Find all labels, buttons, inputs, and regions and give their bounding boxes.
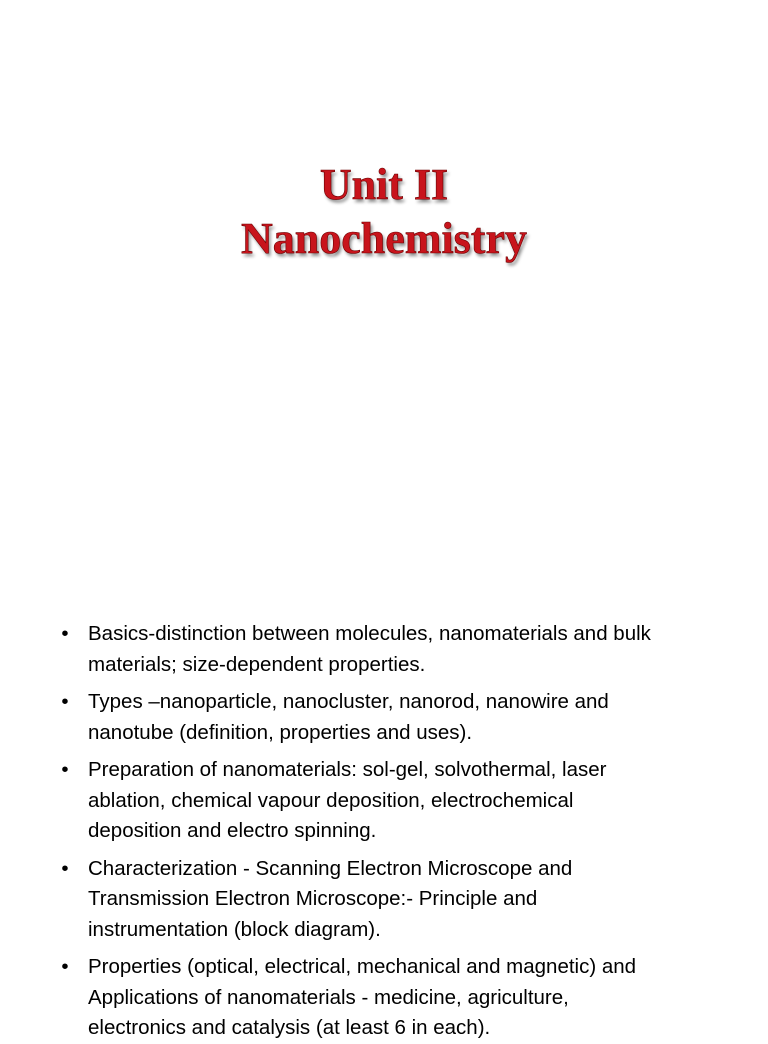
title-topic: Nanochemistry	[241, 214, 527, 263]
bullet-text-line: Preparation of nanomaterials: sol-gel, solvothermal, laser	[88, 758, 607, 781]
bullet-text-line: Basics-distinction between molecules, nanomaterials and bulk	[88, 622, 651, 645]
bullet-text-line: Properties (optical, electrical, mechanical and magnetic) and	[88, 955, 637, 978]
bullet-item-preparation	[0, 755, 768, 847]
bullet-text-line: ablation, chemical vapour deposition, electrochemical	[88, 788, 574, 812]
bullet-dot-icon: •	[61, 856, 69, 880]
title-unit: Unit II	[319, 160, 449, 209]
bullet-text-line: Transmission Electron Microscope:- Principle and	[88, 887, 538, 910]
bullet-dot-icon: •	[61, 690, 69, 713]
bullet-text-line-cut-off: electronics and catalysis (at least 6 in each).	[88, 1016, 491, 1039]
bullet-text-line: deposition and electro spinning.	[88, 819, 377, 842]
bullet-dot-icon: •	[61, 622, 69, 645]
slide-title	[0, 158, 768, 266]
bullet-item-basics	[0, 619, 768, 680]
bullet-text-line: Characterization - Scanning Electron Microscope and	[88, 856, 573, 880]
syllabus-bullet-list	[0, 619, 768, 1039]
bullet-item-properties	[0, 952, 768, 1039]
bullet-item-types	[0, 687, 768, 748]
bullet-dot-icon: •	[61, 955, 69, 978]
bullet-text-line: Applications of nanomaterials - medicine, agriculture,	[88, 985, 569, 1009]
bullet-item-characterization	[0, 854, 768, 946]
bullet-text-line: instrumentation (block diagram).	[88, 917, 381, 941]
bullet-text-line: nanotube (definition, properties and uses).	[88, 720, 473, 744]
bullet-text-line: Types –nanoparticle, nanocluster, nanorod, nanowire and	[88, 690, 609, 713]
bullet-dot-icon: •	[61, 758, 69, 781]
bullet-text-line: materials; size-dependent properties.	[88, 652, 426, 676]
